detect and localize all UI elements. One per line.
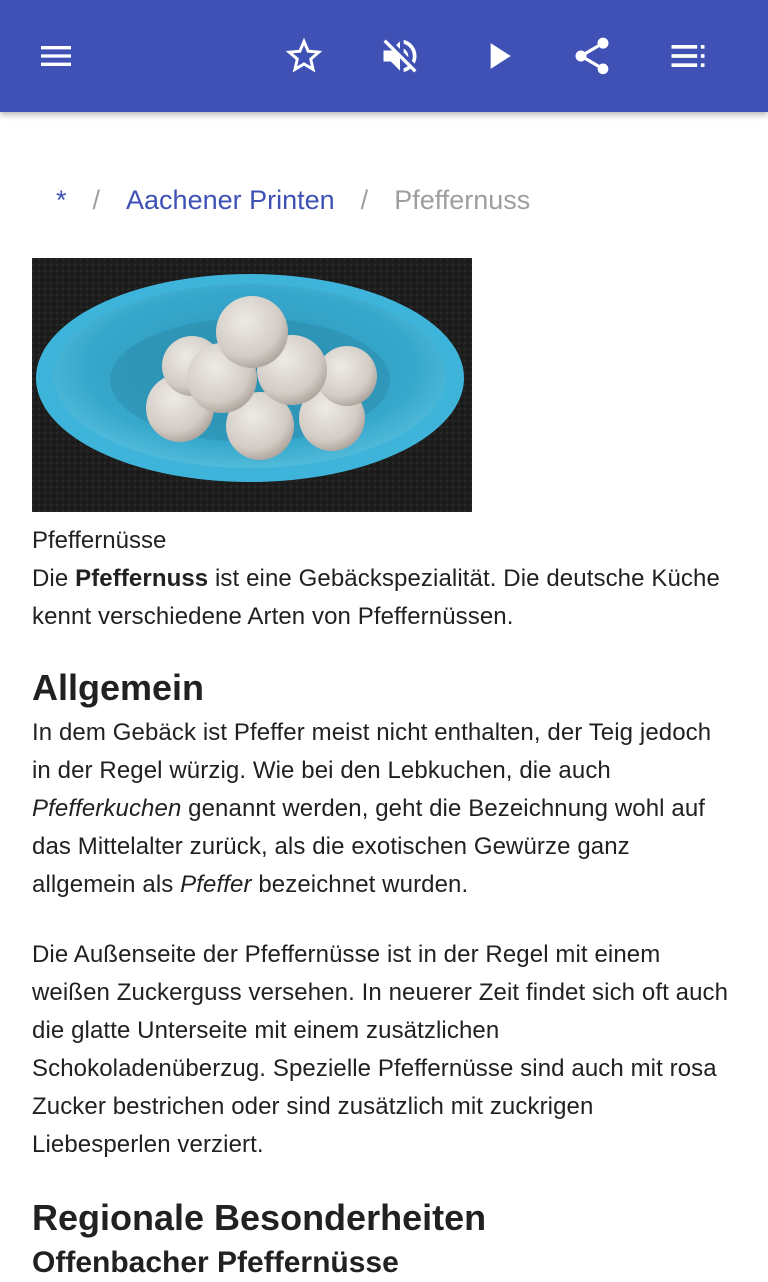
menu-button[interactable] xyxy=(26,26,86,86)
volume-off-icon xyxy=(378,34,422,78)
article-content xyxy=(32,522,736,1282)
italic-term: Pfefferkuchen xyxy=(32,795,182,822)
breadcrumb-root-link[interactable]: * xyxy=(56,184,67,215)
share-button[interactable] xyxy=(562,26,622,86)
favorite-button[interactable] xyxy=(274,26,334,86)
breadcrumb xyxy=(56,180,530,220)
paragraph: Die Außenseite der Pfeffernüsse ist in der Regel mit einem weißen Zuckerguss versehen. In neuerer Zeit findet sich oft auch die glatte Unterseite mit einem zusätzlichen Schokoladenüberzug. Spezielle Pfeffernüsse sind auch mit rosa Zucker bestrichen oder sind zusätzlich mit zuckrigen Liebesperlen verziert. xyxy=(32,941,729,1158)
breadcrumb-separator: / xyxy=(92,184,101,215)
paragraph-text: genannt werden, geht die Bezeichnung wohl auf das Mittelalter zurück, als die exotischen Gewürze ganz allgemein als xyxy=(32,795,706,898)
share-icon xyxy=(570,34,614,78)
paragraph xyxy=(32,714,736,904)
breadcrumb-current: Pfeffernuss xyxy=(394,184,531,215)
intro-text: ist eine Gebäckspezialität. Die deutsche Küche kennt verschiedene Arten von Pfeffernüssen. xyxy=(32,565,720,630)
italic-term: Pfeffer xyxy=(180,871,252,898)
breadcrumb-parent-link[interactable]: Aachener Printen xyxy=(126,184,335,215)
paragraph-text: bezeichnet wurden. xyxy=(251,871,469,898)
paragraph-text: In dem Gebäck ist Pfeffer meist nicht enthalten, der Teig jedoch in der Regel würzig. Wie bei den Lebkuchen, die auch xyxy=(32,719,712,784)
intro-paragraph xyxy=(32,560,736,636)
menu-icon xyxy=(36,36,76,76)
star-outline-icon xyxy=(282,34,326,78)
playlist-icon xyxy=(666,34,710,78)
section-heading-allgemein: Allgemein xyxy=(32,667,205,708)
image-caption: Pfeffernüsse xyxy=(32,527,167,554)
play-button[interactable] xyxy=(468,26,528,86)
pfeffernuss-plate-image xyxy=(32,258,472,512)
contents-button[interactable] xyxy=(658,26,718,86)
breadcrumb-separator: / xyxy=(360,184,369,215)
article-subject: Pfeffernuss xyxy=(75,565,209,592)
intro-text: Die xyxy=(32,565,76,592)
app-bar xyxy=(0,0,768,112)
section-heading-regional: Regionale Besonderheiten xyxy=(32,1197,487,1238)
mute-button[interactable] xyxy=(370,26,430,86)
subsection-heading: Offenbacher Pfeffernüsse xyxy=(32,1246,399,1279)
article-photo[interactable] xyxy=(32,258,472,512)
play-icon xyxy=(476,34,520,78)
